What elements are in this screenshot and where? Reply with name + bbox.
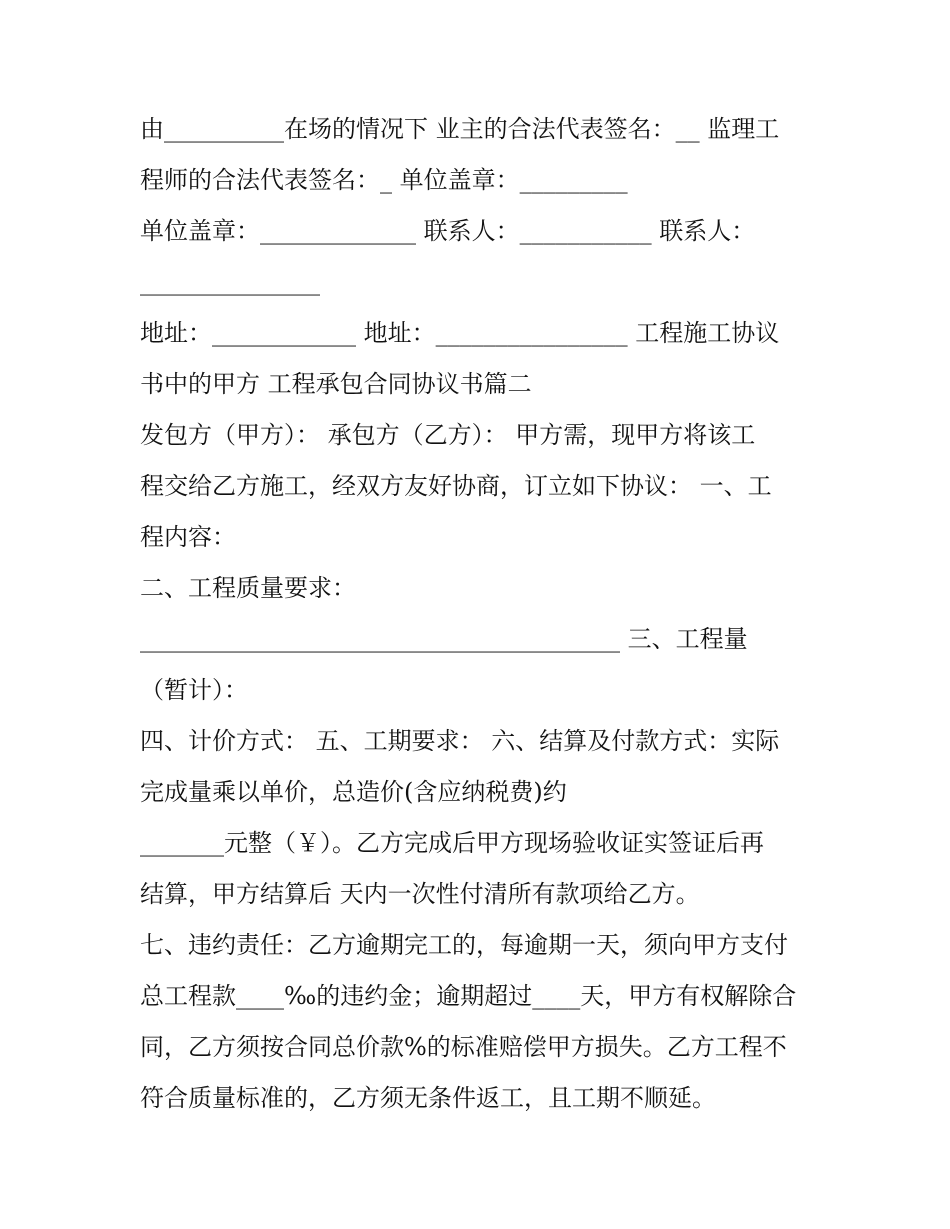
document-body — [140, 104, 815, 1124]
text-line-1: 由__________在场的情况下 业主的合法代表签名：__ 监理工 — [140, 115, 780, 143]
text-line-7: 发包方（甲方）： 承包方（乙方）： 甲方需，现甲方将该工 — [140, 421, 756, 449]
text-line-8: 程交给乙方施工，经双方友好协商，订立如下协议： 一、工 — [140, 472, 772, 500]
text-line-17: 七、违约责任：乙方逾期完工的，每逾期一天，须向甲方支付 — [140, 931, 788, 959]
text-line-13: 四、计价方式： 五、工期要求： 六、结算及付款方式：实际 — [140, 727, 780, 755]
text-line-4: _______________ — [140, 268, 320, 296]
text-line-12: （暂计）： — [140, 676, 248, 704]
text-line-2: 程师的合法代表签名：_ 单位盖章：_________ — [140, 166, 628, 194]
text-line-11: ________________________________________ 三、工程量 — [140, 625, 748, 653]
text-line-9: 程内容： — [140, 523, 236, 551]
text-line-10: 二、工程质量要求： — [140, 574, 356, 602]
text-line-18: 总工程款____‰的违约金；逾期超过____天，甲方有权解除合 — [140, 982, 797, 1010]
text-line-20: 符合质量标准的，乙方须无条件返工，且工期不顺延。 — [140, 1084, 716, 1112]
text-line-5: 地址：____________ 地址：________________ 工程施工协议 — [140, 319, 780, 347]
text-line-16: 结算，甲方结算后 天内一次性付清所有款项给乙方。 — [140, 880, 700, 908]
text-line-6: 书中的甲方 工程承包合同协议书篇二 — [140, 370, 532, 398]
text-line-14: 完成量乘以单价，总造价(含应纳税费)约 — [140, 778, 567, 806]
text-line-3: 单位盖章：_____________ 联系人：___________ 联系人： — [140, 217, 756, 245]
text-line-15: _______元整（￥）。乙方完成后甲方现场验收证实签证后再 — [140, 829, 764, 857]
text-line-19: 同，乙方须按合同总价款%的标准赔偿甲方损失。乙方工程不 — [140, 1033, 787, 1061]
